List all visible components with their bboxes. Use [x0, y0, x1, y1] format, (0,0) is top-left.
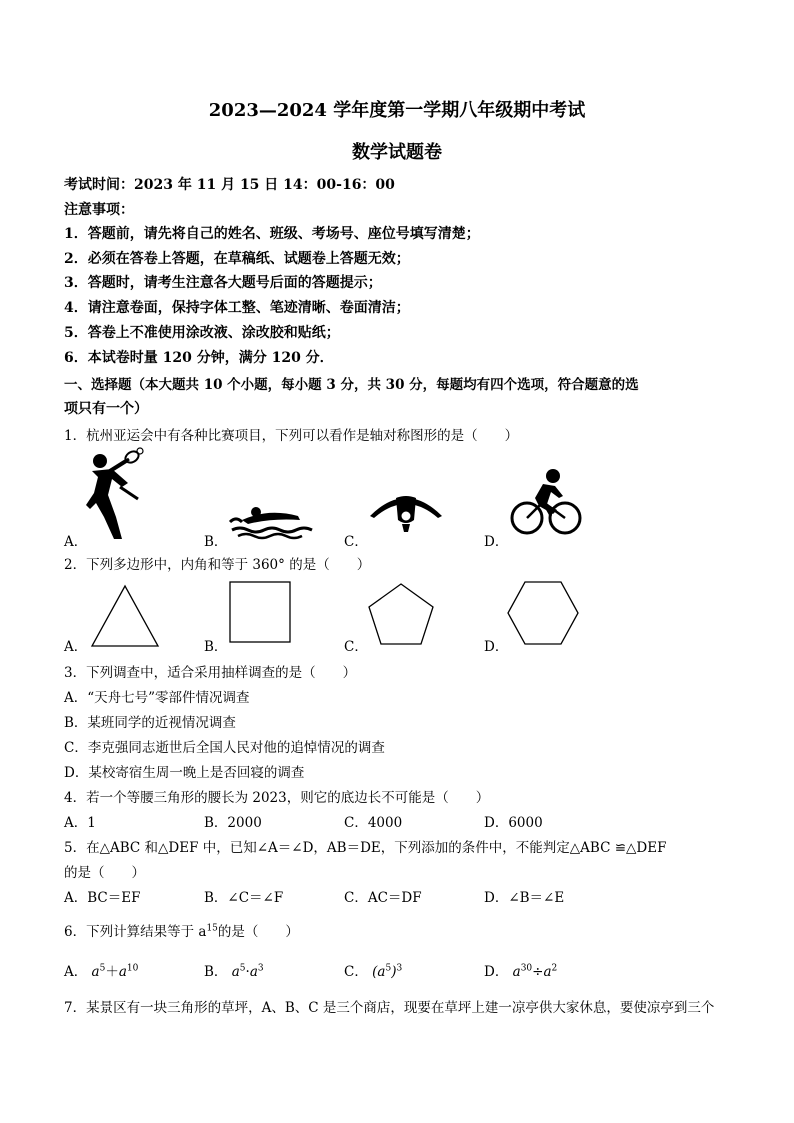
- math-operator: ·: [245, 964, 250, 980]
- math-base: a: [543, 964, 552, 980]
- pentagon-shape: [366, 582, 436, 646]
- q2-option-c[interactable]: C．: [344, 639, 368, 655]
- exam-time: 考试时间：2023 年 11 月 15 日 14：00-16：00: [64, 177, 395, 193]
- math-exponent: 3: [257, 963, 264, 974]
- math-exponent: 5: [385, 963, 392, 974]
- math-operator: ＋: [105, 964, 119, 980]
- math-paren: ): [391, 964, 397, 980]
- math-exponent: 5: [99, 963, 106, 974]
- q3-option-a[interactable]: A．“天舟七号”零部件情况调查: [64, 690, 250, 706]
- note-item: 2．必须在答卷上答题，在草稿纸、试题卷上答题无效；: [64, 251, 410, 267]
- q1-option-c[interactable]: C．: [344, 534, 368, 550]
- question-1-stem: 1．杭州亚运会中有各种比赛项目，下列可以看作是轴对称图形的是（ ）: [64, 428, 519, 444]
- q4-option-a[interactable]: A．1: [64, 815, 96, 831]
- math-base: a: [231, 964, 240, 980]
- q2-option-b[interactable]: B．: [204, 639, 228, 655]
- math-exponent: 30: [520, 963, 533, 974]
- section-heading-cont: 项只有一个）: [64, 401, 148, 417]
- note-item: 4．请注意卷面，保持字体工整、笔迹清晰、卷面清洁；: [64, 300, 410, 316]
- q6-option-d[interactable]: [484, 960, 557, 980]
- math-operator: ÷: [532, 964, 544, 980]
- question-5-stem-cont: 的是（ ）: [64, 865, 145, 881]
- notes-title: 注意事项：: [64, 202, 134, 218]
- q6-stem-prefix: 6．下列计算结果等于 a: [64, 924, 207, 940]
- math-base: a: [512, 964, 521, 980]
- tennis-player-icon: [82, 447, 152, 542]
- math-base: a: [91, 964, 100, 980]
- math-exponent: 10: [126, 963, 139, 974]
- q2-option-a[interactable]: A．: [64, 639, 88, 655]
- swimmer-icon: [228, 500, 318, 540]
- q5-option-c[interactable]: C．AC＝DF: [344, 890, 422, 906]
- option-label: C．: [344, 964, 368, 980]
- q6-option-b[interactable]: [204, 960, 264, 980]
- question-6-stem: [64, 920, 299, 940]
- q1-option-d[interactable]: D．: [484, 534, 509, 550]
- q3-option-b[interactable]: B．某班同学的近视情况调查: [64, 715, 236, 731]
- section-heading: 一、选择题（本大题共 10 个小题，每小题 3 分，共 30 分，每题均有四个选项，符合题意的选: [64, 377, 639, 393]
- q6-stem-exponent: 15: [206, 923, 218, 934]
- square-shape: [228, 580, 292, 644]
- note-item: 1．答题前，请先将自己的姓名、班级、考场号、座位号填写清楚；: [64, 226, 480, 242]
- question-3-stem: 3．下列调查中，适合采用抽样调查的是（ ）: [64, 665, 357, 681]
- triangle-shape: [90, 584, 160, 648]
- q4-option-b[interactable]: B．2000: [204, 815, 262, 831]
- diver-icon: [366, 486, 446, 534]
- question-5-stem: 5．在△ABC 和△DEF 中，已知∠A＝∠D，AB＝DE，下列添加的条件中，不能判定△ABC ≌△DEF: [64, 840, 667, 856]
- math-exponent: 3: [396, 963, 403, 974]
- note-item: 6．本试卷时量 120 分钟，满分 120 分．: [64, 350, 334, 366]
- question-7-stem: 7．某景区有一块三角形的草坪，A、B、C 是三个商店，现要在草坪上建一凉亭供大家休息，要使凉亭到三个: [64, 1000, 715, 1016]
- q1-option-a[interactable]: A．: [64, 534, 88, 550]
- q5-option-a[interactable]: A．BC＝EF: [64, 890, 141, 906]
- note-item: 5．答卷上不准使用涂改液、涂改胶和贴纸；: [64, 325, 340, 341]
- hexagon-shape: [506, 580, 580, 646]
- q6-option-c[interactable]: [344, 960, 402, 980]
- q5-option-d[interactable]: D．∠B＝∠E: [484, 890, 565, 906]
- q3-option-c[interactable]: C．李克强同志逝世后全国人民对他的追悼情况的调查: [64, 740, 385, 756]
- q3-option-d[interactable]: D．某校寄宿生周一晚上是否回寝的调查: [64, 765, 305, 781]
- option-label: D．: [484, 964, 509, 980]
- q6-stem-suffix: 的是（ ）: [217, 924, 299, 940]
- q2-option-d[interactable]: D．: [484, 639, 509, 655]
- question-4-stem: 4．若一个等腰三角形的腰长为 2023，则它的底边长不可能是（ ）: [64, 790, 490, 806]
- option-label: B．: [204, 964, 228, 980]
- math-base: (a: [372, 964, 386, 980]
- q6-option-a[interactable]: [64, 960, 138, 980]
- math-base: a: [118, 964, 127, 980]
- q1-option-b[interactable]: B．: [204, 534, 228, 550]
- note-item: 3．答题时，请考生注意各大题号后面的答题提示；: [64, 275, 382, 291]
- q4-option-d[interactable]: D．6000: [484, 815, 543, 831]
- q4-option-c[interactable]: C．4000: [344, 815, 403, 831]
- question-2-stem: 2．下列多边形中，内角和等于 360° 的是（ ）: [64, 557, 371, 573]
- exam-title: 2023—2024 学年度第一学期八年级期中考试: [208, 100, 586, 121]
- q5-option-b[interactable]: B．∠C＝∠F: [204, 890, 284, 906]
- math-exponent: 5: [239, 963, 246, 974]
- math-exponent: 2: [551, 963, 558, 974]
- math-base: a: [249, 964, 258, 980]
- option-label: A．: [64, 964, 88, 980]
- cyclist-icon: [507, 466, 585, 538]
- exam-subtitle: 数学试题卷: [352, 142, 442, 163]
